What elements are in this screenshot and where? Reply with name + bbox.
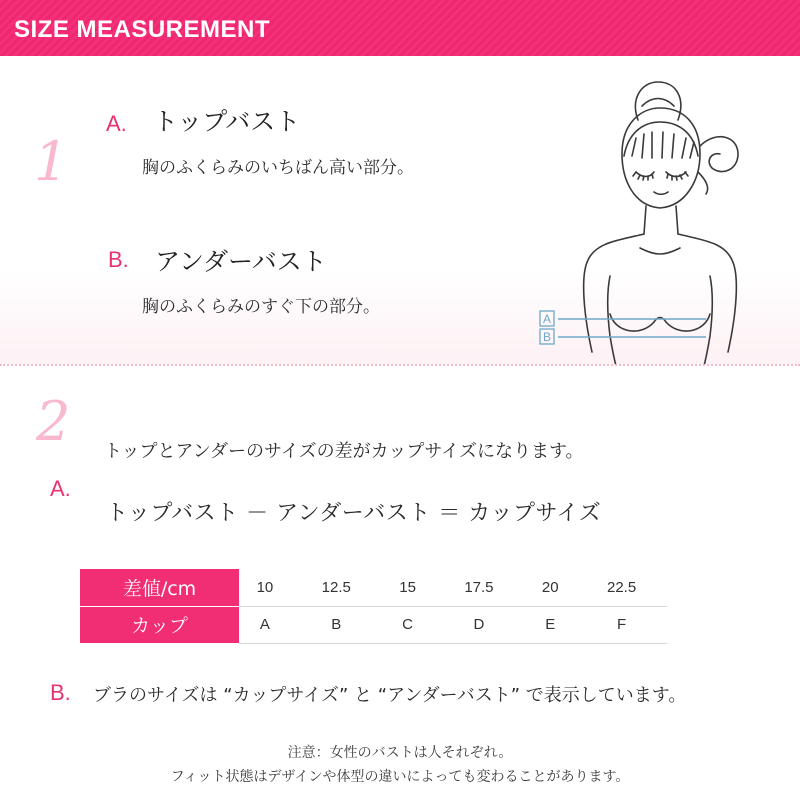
table-cell: A	[239, 606, 291, 643]
row-header-cup: カップ	[80, 606, 239, 643]
table-cell: D	[434, 606, 525, 643]
label-a: A	[542, 312, 552, 326]
item-a-title: トップバスト	[153, 107, 301, 136]
table-cell: 17.5	[434, 569, 525, 606]
row-header-difference: 差値/cm	[80, 569, 239, 606]
table-cell: 12.5	[291, 569, 382, 606]
table-cell: E	[524, 606, 576, 643]
section-divider	[0, 364, 800, 366]
table-cell: F	[576, 606, 667, 643]
table-cell: C	[382, 606, 434, 643]
item-b-title: アンダーバスト	[155, 247, 327, 276]
table-row-difference	[80, 569, 667, 606]
bust-measurement-illustration	[530, 76, 780, 366]
section-2-a-letter: A.	[50, 476, 71, 501]
header-banner	[0, 0, 800, 56]
section-2-b-letter: B.	[50, 680, 71, 705]
table-cell: 10	[239, 569, 291, 606]
table-cell: 20	[524, 569, 576, 606]
note-line-2: フィット状態はデザインや体型の違いによっても変わることがあります。	[170, 769, 630, 785]
item-b-letter: B.	[108, 247, 129, 272]
item-a-letter: A.	[106, 111, 127, 136]
note-line-1: 注意：女性のバストは人それぞれ。	[287, 745, 513, 761]
table-cell: 15	[382, 569, 434, 606]
section-2-number: 2	[36, 390, 71, 453]
label-b: B	[542, 330, 552, 344]
header-title: SIZE MEASUREMENT	[14, 16, 271, 43]
table-cell: B	[291, 606, 382, 643]
cup-size-formula: トップバスト － アンダーバスト ＝ カップサイズ	[106, 501, 602, 526]
section-1-number: 1	[34, 130, 69, 193]
section-2-b-text: ブラのサイズは “カップサイズ” と “アンダーバスト” で表示しています。	[93, 685, 687, 706]
woman-figure-drawing	[530, 76, 780, 366]
table-cell: 22.5	[576, 569, 667, 606]
table-row-cup	[80, 606, 667, 643]
item-a-description: 胸のふくらみのいちばん高い部分。	[142, 158, 414, 178]
item-b-description: 胸のふくらみのすぐ下の部分。	[142, 297, 380, 317]
cup-size-table	[80, 569, 667, 644]
section-2-intro: トップとアンダーのサイズの差がカップサイズになります。	[104, 441, 584, 462]
